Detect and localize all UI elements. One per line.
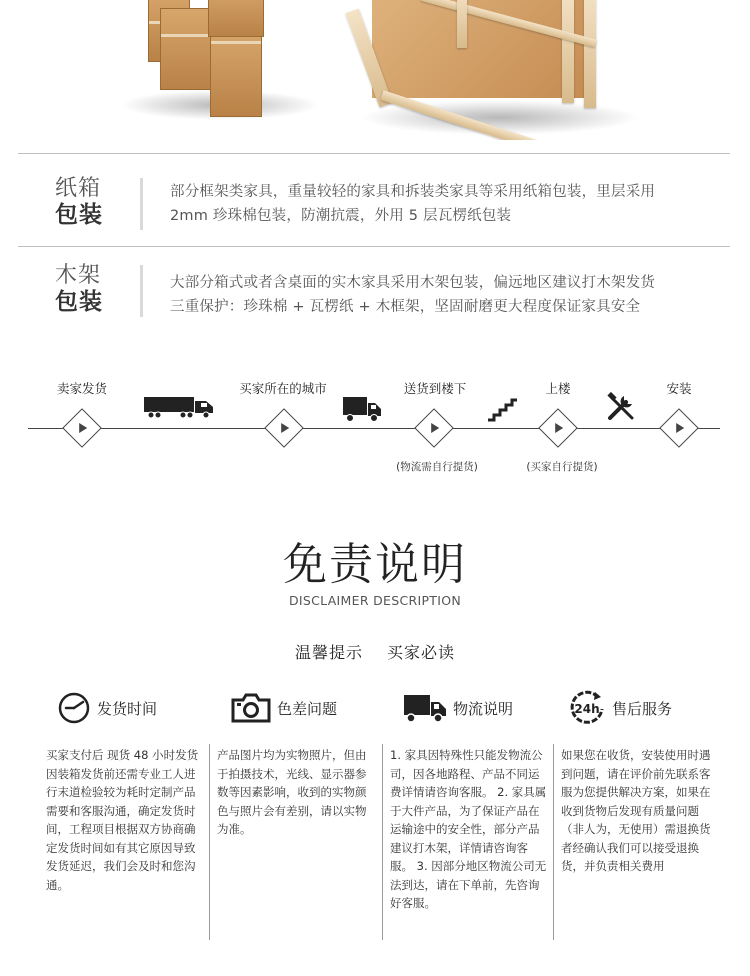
col-logistics-text: 1. 家具因特殊性只能发物流公司，因各地路程、产品不同运费详情请咨询客服。 2. 家具属于大件产品，为了保证产品在运输途中的安全性，部分产品建议打木架，详情请咨询客服。 3. 因部分地区物流公司无法到达，请在下单前，先咨询好客服。 xyxy=(390,748,547,910)
step-label-downstairs: 送货到楼下 xyxy=(403,381,467,396)
divider-top xyxy=(18,153,730,154)
camera-icon xyxy=(231,693,271,723)
disclaimer-subtitle: DISCLAIMER DESCRIPTION xyxy=(288,593,461,608)
note-self-pickup-logistics: (物流需自行提货) xyxy=(396,461,478,473)
wood-packaging-title xyxy=(55,263,115,315)
carton-desc-line1: 部分框架类家具，重量较轻的家具和拆装类家具等采用纸箱包装，里层采用 xyxy=(170,184,656,200)
stairs-icon xyxy=(486,396,518,422)
step-label-install: 安装 xyxy=(666,381,692,396)
play-icon xyxy=(431,423,439,433)
wood-accent-bar xyxy=(140,265,143,317)
svg-text:24h: 24h xyxy=(574,702,600,716)
delivery-truck-icon xyxy=(403,692,447,724)
col-aftersales-text: 如果您在收货，安装使用时遇到问题，请在评价前先联系客服为您提供解决方案，如果在收到货物后发现有质量问题（非人为，无使用）需退换货者经确认我们可以接受退换货，并负责相关费用 xyxy=(561,748,711,873)
truck-icon xyxy=(342,395,382,423)
divider-middle xyxy=(18,246,730,247)
column-separator xyxy=(209,744,210,940)
col-logistics-label: 物流说明 xyxy=(453,699,514,718)
col-logistics-header xyxy=(403,688,513,728)
24h-service-icon xyxy=(568,689,606,727)
col-aftersales-header xyxy=(568,688,672,728)
hero-photo xyxy=(0,0,750,140)
carton-description xyxy=(170,180,730,228)
wood-title-line2: 包装 xyxy=(55,289,103,315)
step-label-upstairs: 上楼 xyxy=(545,381,571,396)
carton-packaging-title xyxy=(55,176,115,228)
clock-icon xyxy=(57,691,91,725)
play-icon xyxy=(79,423,87,433)
column-separator xyxy=(553,744,554,940)
play-icon xyxy=(676,423,684,433)
tip-warm-reminder: 温馨提示 xyxy=(294,643,363,662)
carton-title-line2: 包装 xyxy=(55,202,103,228)
wood-description xyxy=(170,271,730,319)
note-buyer-pickup: (买家自行提货) xyxy=(526,461,598,473)
col-color-diff-label: 色差问题 xyxy=(277,699,338,718)
wood-title-line1: 木架 xyxy=(55,263,102,288)
wood-desc-line2: 三重保护：珍珠棉 + 瓦楞纸 + 木框架，坚固耐磨更大程度保证家具安全 xyxy=(170,299,641,315)
col-shipping-time-label: 发货时间 xyxy=(97,699,158,718)
step-label-seller-ship: 卖家发货 xyxy=(56,381,108,396)
play-icon xyxy=(555,423,563,433)
wood-desc-line1: 大部分箱式或者含桌面的实木家具采用木架包装，偏远地区建议打木架发货 xyxy=(170,275,656,291)
tools-icon xyxy=(606,392,636,422)
carton-title-line1: 纸箱 xyxy=(55,176,102,201)
long-truck-icon xyxy=(143,395,215,419)
tips-line xyxy=(0,640,750,663)
play-icon xyxy=(281,423,289,433)
wooden-crate-image xyxy=(362,0,608,123)
col-color-diff-header xyxy=(231,688,337,728)
tip-must-read: 买家必读 xyxy=(387,643,456,662)
carton-desc-line2: 2mm 珍珠棉包装，防潮抗震，外用 5 层瓦楞纸包装 xyxy=(170,208,512,224)
disclaimer-title: 免责说明 xyxy=(283,539,467,590)
carton-accent-bar xyxy=(140,178,143,230)
col-shipping-time-header xyxy=(57,688,157,728)
step-label-buyer-city: 买家所在的城市 xyxy=(239,381,327,396)
cardboard-boxes-image xyxy=(140,0,270,115)
col-color-diff-text: 产品图片均为实物照片，但由于拍摄技术，光线、显示器参数等因素影响，收到的实物颜色与照片会有差别，请以实物为准。 xyxy=(217,748,367,836)
col-shipping-time-text: 买家支付后 现货 48 小时发货 因装箱发货前还需专业工人进行末道检验较为耗时定制产品需要和客服沟通，确定发货时间，工程项目根据双方协商确定发货时间如有其它原因导致发货延迟，我们会及时和您沟通。 xyxy=(46,748,199,892)
col-aftersales-label: 售后服务 xyxy=(612,699,673,718)
flow-line xyxy=(28,428,720,429)
column-separator xyxy=(382,744,383,940)
